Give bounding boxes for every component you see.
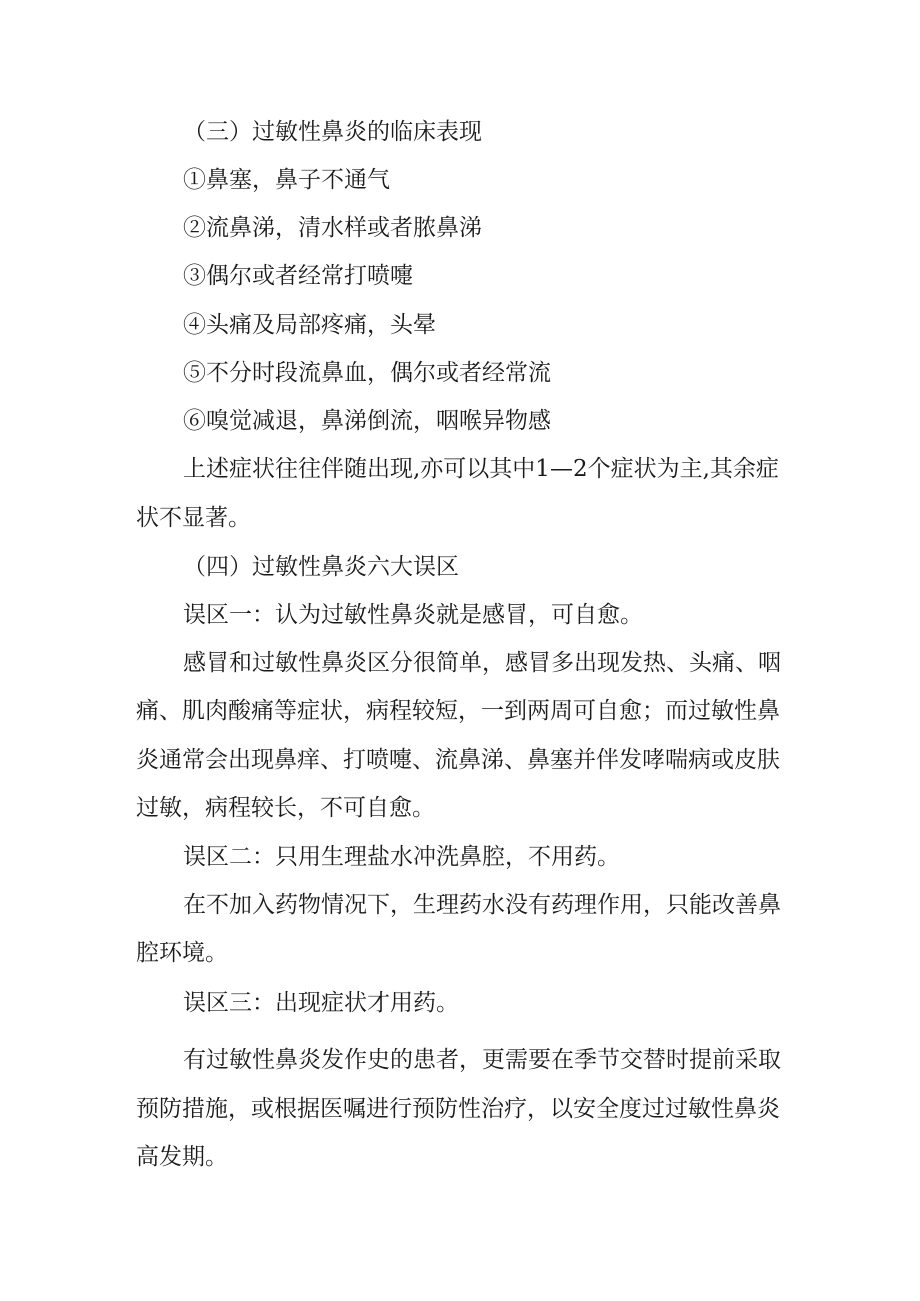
section-heading-4: （四）过敏性鼻炎六大误区 bbox=[183, 554, 459, 580]
symptom-item-2: ②流鼻涕，清水样或者脓鼻涕 bbox=[183, 215, 482, 241]
summary-line-1: 上述症状往往伴随出现,亦可以其中1—2个症状为主,其余症 bbox=[183, 456, 779, 482]
symptom-item-4: ④头痛及局部疼痛，头晕 bbox=[183, 312, 436, 338]
myth-3-title: 误区三：出现症状才用药。 bbox=[183, 990, 459, 1016]
symptom-item-6: ⑥嗅觉减退，鼻涕倒流，咽喉异物感 bbox=[183, 408, 551, 434]
myth-1-body-line-2: 痛、肌肉酸痛等症状，病程较短，一到两周可自愈；而过敏性鼻 bbox=[136, 698, 780, 724]
myth-1-title: 误区一：认为过敏性鼻炎就是感冒，可自愈。 bbox=[183, 602, 643, 628]
myth-2-body-line-1: 在不加入药物情况下，生理药水没有药理作用，只能改善鼻 bbox=[183, 892, 781, 918]
myth-3-body-line-2: 预防措施，或根据医嘱进行预防性治疗，以安全度过过敏性鼻炎 bbox=[136, 1096, 780, 1122]
section-heading-3: （三）过敏性鼻炎的临床表现 bbox=[183, 119, 482, 145]
myth-3-body-line-3: 高发期。 bbox=[136, 1144, 228, 1170]
myth-2-body-line-2: 腔环境。 bbox=[136, 940, 228, 966]
myth-1-body-line-1: 感冒和过敏性鼻炎区分很简单，感冒多出现发热、头痛、咽 bbox=[183, 650, 781, 676]
symptom-item-1: ①鼻塞，鼻子不通气 bbox=[183, 167, 390, 193]
myth-1-body-line-3: 炎通常会出现鼻痒、打喷嚏、流鼻涕、鼻塞并伴发哮喘病或皮肤 bbox=[136, 747, 780, 773]
summary-line-2: 状不显著。 bbox=[136, 505, 251, 531]
symptom-item-5: ⑤不分时段流鼻血，偶尔或者经常流 bbox=[183, 360, 551, 386]
symptom-item-3: ③偶尔或者经常打喷嚏 bbox=[183, 263, 413, 289]
myth-1-body-line-4: 过敏，病程较长，不可自愈。 bbox=[136, 795, 435, 821]
myth-2-title: 误区二：只用生理盐水冲洗鼻腔，不用药。 bbox=[183, 844, 620, 870]
myth-3-body-line-1: 有过敏性鼻炎发作史的患者，更需要在季节交替时提前采取 bbox=[183, 1047, 781, 1073]
